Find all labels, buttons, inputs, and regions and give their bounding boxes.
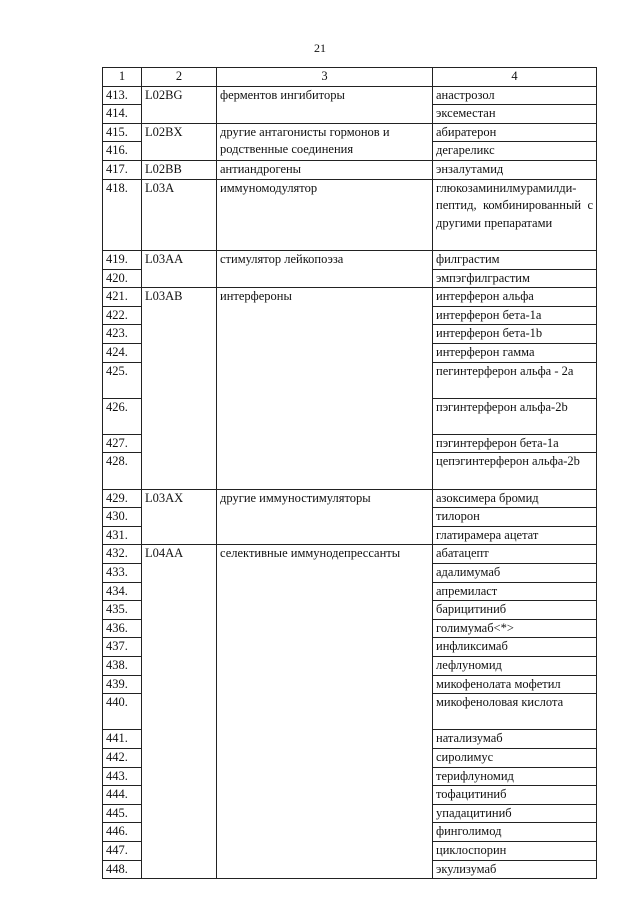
header-col-3: 3 — [217, 68, 433, 87]
table-row — [103, 123, 597, 142]
drug-name: эксеместан — [433, 105, 597, 124]
drug-name: тилорон — [433, 508, 597, 527]
row-number: 431. — [103, 526, 142, 545]
row-number: 419. — [103, 250, 142, 269]
row-number: 446. — [103, 823, 142, 842]
row-number: 428. — [103, 453, 142, 489]
row-number: 435. — [103, 601, 142, 620]
group-name: стимулятор лейкопоэза — [217, 250, 433, 287]
table-row — [103, 288, 597, 307]
drug-table — [102, 67, 597, 879]
atc-code: L02BB — [142, 160, 217, 179]
row-number: 438. — [103, 657, 142, 676]
drug-name: энзалутамид — [433, 160, 597, 179]
group-name: другие иммуностимуляторы — [217, 489, 433, 545]
header-col-1: 1 — [103, 68, 142, 87]
page-number: 21 — [314, 41, 326, 55]
drug-name: азоксимера бромид — [433, 489, 597, 508]
drug-name: глатирамера ацетат — [433, 526, 597, 545]
drug-table-body — [103, 68, 597, 879]
drug-name: цепэгинтерферон альфа-2b — [433, 453, 597, 489]
row-number: 415. — [103, 123, 142, 142]
drug-name: голимумаб<*> — [433, 619, 597, 638]
drug-name: финголимод — [433, 823, 597, 842]
drug-name: микофенолата мофетил — [433, 675, 597, 694]
row-number: 424. — [103, 343, 142, 362]
drug-name: абатацепт — [433, 545, 597, 564]
atc-code: L03AX — [142, 489, 217, 545]
drug-name: лефлуномид — [433, 657, 597, 676]
row-number: 436. — [103, 619, 142, 638]
drug-name: микофеноловая кислота — [433, 694, 597, 730]
row-number: 414. — [103, 105, 142, 124]
drug-name: абиратерон — [433, 123, 597, 142]
row-number: 444. — [103, 786, 142, 805]
drug-name: глюкозаминилмурамилди-пептид, комбинированный с другими препаратами — [433, 179, 597, 250]
row-number: 445. — [103, 804, 142, 823]
group-name: интерфероны — [217, 288, 433, 490]
table-row — [103, 160, 597, 179]
drug-name: инфликсимаб — [433, 638, 597, 657]
row-number: 426. — [103, 398, 142, 434]
row-number: 416. — [103, 142, 142, 161]
drug-name: пегинтерферон альфа - 2a — [433, 362, 597, 398]
header-col-2: 2 — [142, 68, 217, 87]
atc-code: L03AB — [142, 288, 217, 490]
drug-name: интерферон бета-1a — [433, 306, 597, 325]
table-row — [103, 86, 597, 105]
row-number: 441. — [103, 730, 142, 749]
drug-name: сиролимус — [433, 748, 597, 767]
drug-name: дегареликс — [433, 142, 597, 161]
row-number: 423. — [103, 325, 142, 344]
row-number: 439. — [103, 675, 142, 694]
atc-code: L03A — [142, 179, 217, 250]
row-number: 433. — [103, 564, 142, 583]
row-number: 417. — [103, 160, 142, 179]
row-number: 413. — [103, 86, 142, 105]
drug-name: филграстим — [433, 250, 597, 269]
drug-name: интерферон альфа — [433, 288, 597, 307]
table-row — [103, 179, 597, 250]
row-number: 448. — [103, 860, 142, 879]
group-name: ферментов ингибиторы — [217, 86, 433, 123]
drug-name: адалимумаб — [433, 564, 597, 583]
group-name: селективные иммунодепрессанты — [217, 545, 433, 879]
drug-name: упадацитиниб — [433, 804, 597, 823]
row-number: 447. — [103, 841, 142, 860]
row-number: 432. — [103, 545, 142, 564]
header-col-4: 4 — [433, 68, 597, 87]
group-name: другие антагонисты гормонов и родственные соединения — [217, 123, 433, 160]
drug-name: апремиласт — [433, 582, 597, 601]
drug-name: пэгинтерферон альфа-2b — [433, 398, 597, 434]
drug-name: натализумаб — [433, 730, 597, 749]
drug-name: тофацитиниб — [433, 786, 597, 805]
drug-name: барицитиниб — [433, 601, 597, 620]
row-number: 430. — [103, 508, 142, 527]
row-number: 442. — [103, 748, 142, 767]
drug-name: интерферон гамма — [433, 343, 597, 362]
atc-code: L02BX — [142, 123, 217, 160]
drug-name: экулизумаб — [433, 860, 597, 879]
atc-code: L03AA — [142, 250, 217, 287]
drug-name: анастрозол — [433, 86, 597, 105]
table-row — [103, 250, 597, 269]
drug-name: терифлуномид — [433, 767, 597, 786]
atc-code: L02BG — [142, 86, 217, 123]
group-name: иммуномодулятор — [217, 179, 433, 250]
row-number: 437. — [103, 638, 142, 657]
row-number: 425. — [103, 362, 142, 398]
row-number: 427. — [103, 434, 142, 453]
drug-name: пэгинтерферон бета-1a — [433, 434, 597, 453]
row-number: 421. — [103, 288, 142, 307]
row-number: 429. — [103, 489, 142, 508]
drug-name: циклоспорин — [433, 841, 597, 860]
row-number: 440. — [103, 694, 142, 730]
table-header-row — [103, 68, 597, 87]
row-number: 420. — [103, 269, 142, 288]
group-name: антиандрогены — [217, 160, 433, 179]
row-number: 434. — [103, 582, 142, 601]
table-row — [103, 545, 597, 564]
row-number: 443. — [103, 767, 142, 786]
row-number: 422. — [103, 306, 142, 325]
atc-code: L04AA — [142, 545, 217, 879]
row-number: 418. — [103, 179, 142, 250]
drug-name: эмпэгфилграстим — [433, 269, 597, 288]
drug-name: интерферон бета-1b — [433, 325, 597, 344]
table-row — [103, 489, 597, 508]
